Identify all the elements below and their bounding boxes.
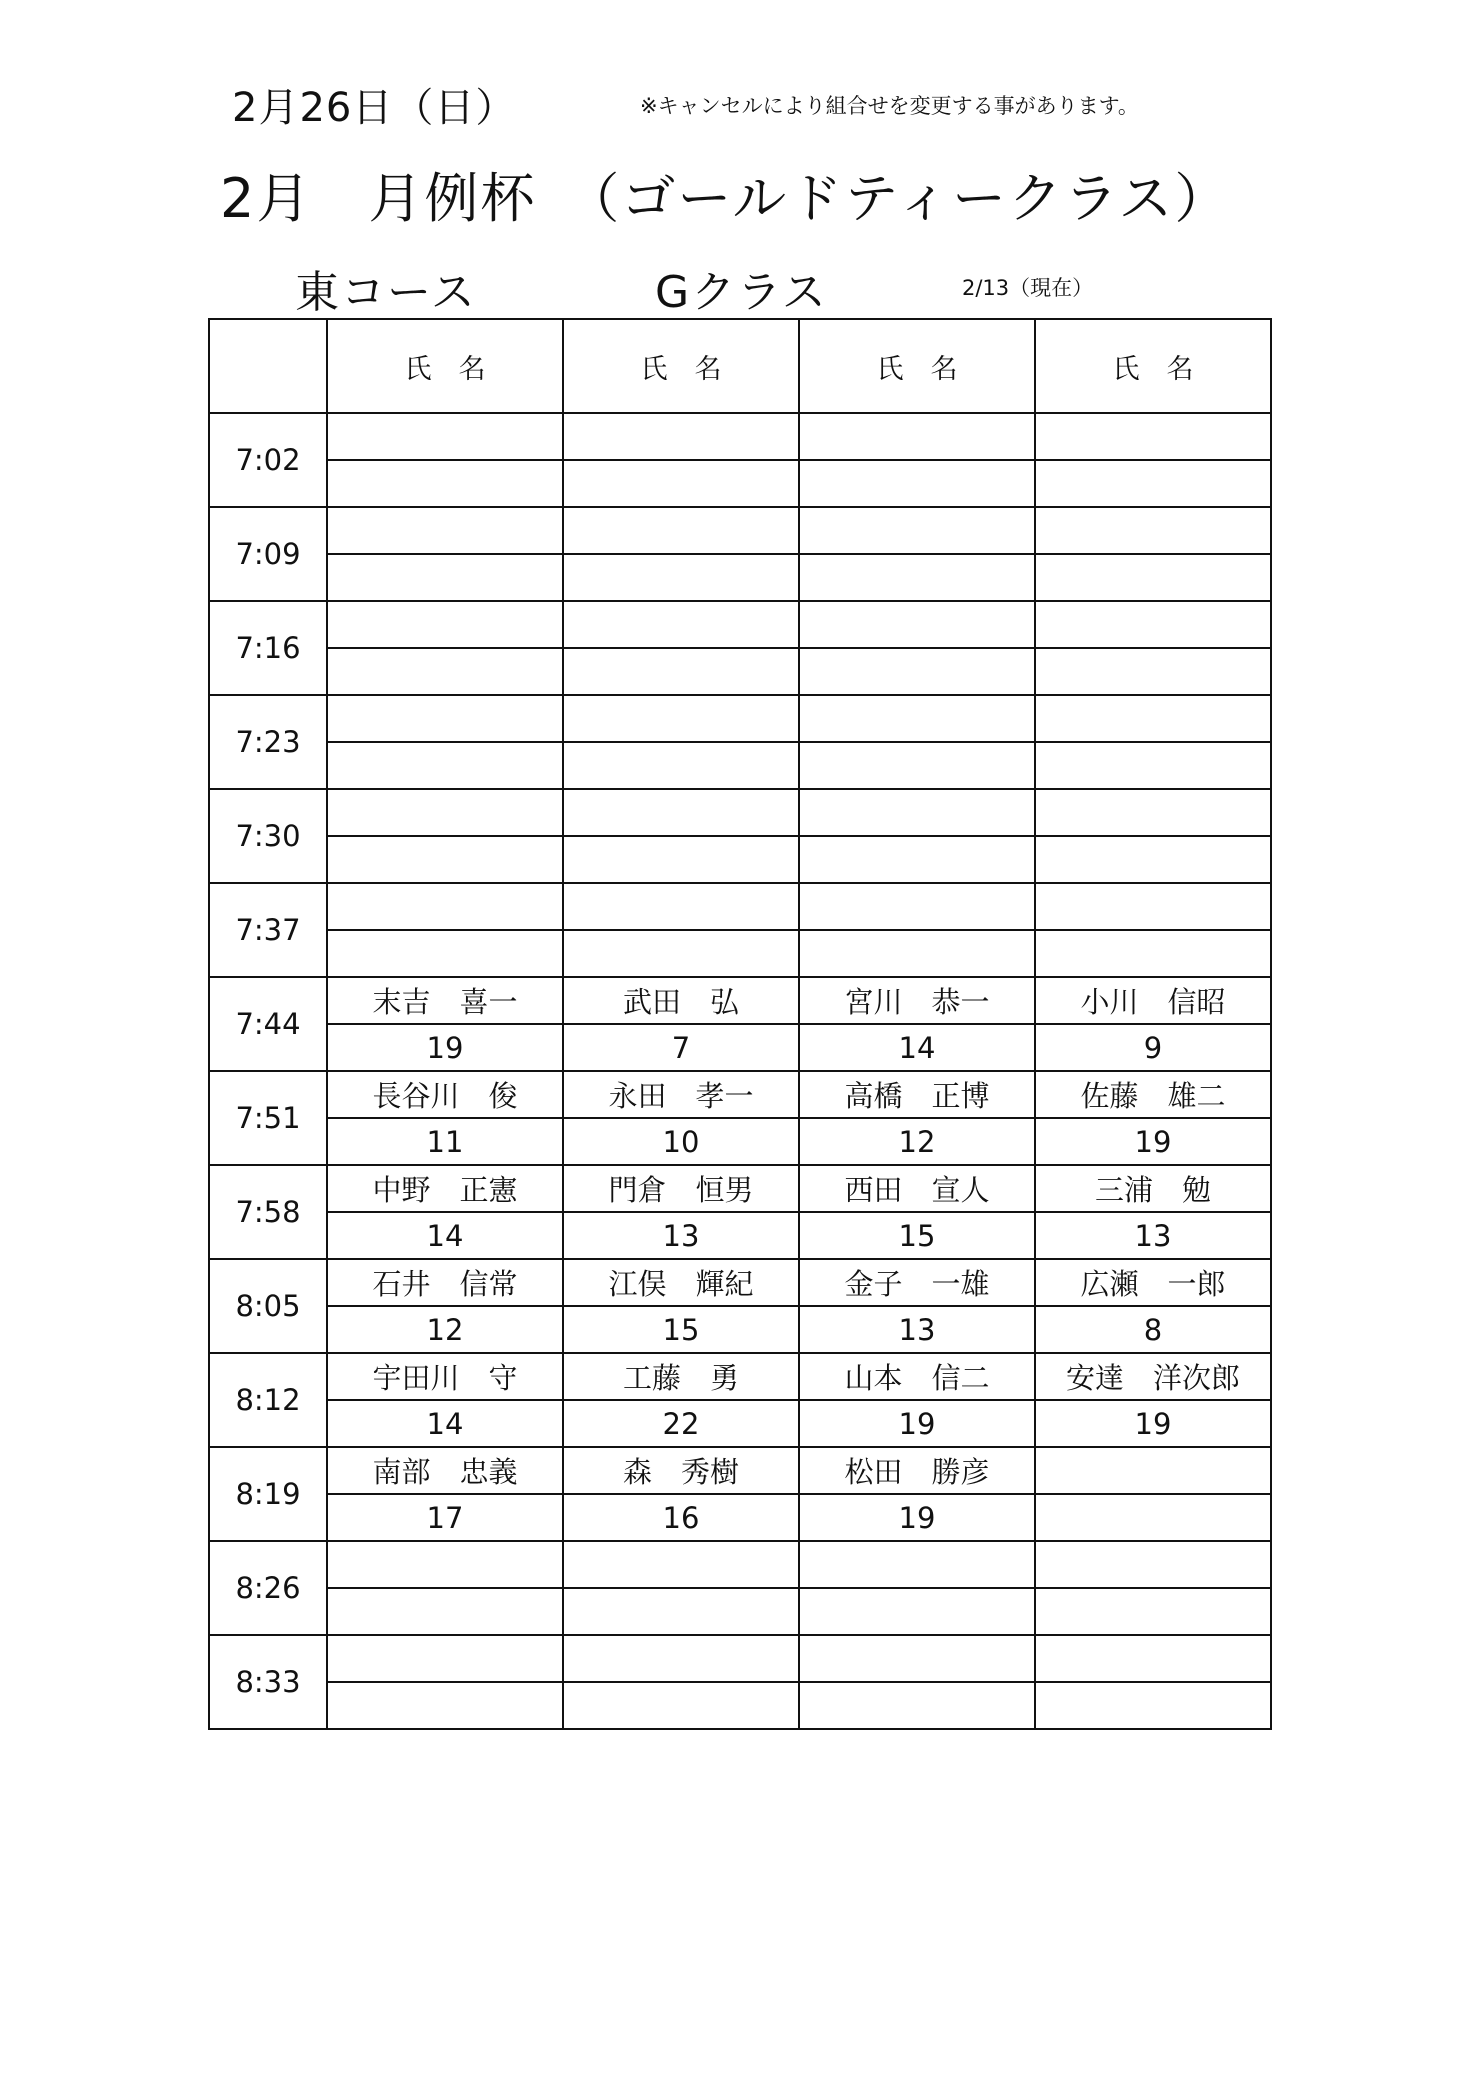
column-header-name: 氏 名 [327, 319, 563, 413]
player-name [1035, 695, 1271, 742]
tee-slot-handicap-row [209, 1400, 1271, 1447]
tee-slot-handicap-row [209, 742, 1271, 789]
player-name [1035, 883, 1271, 930]
tee-slot-name-row [209, 1259, 1271, 1306]
player-handicap: 12 [327, 1306, 563, 1353]
tee-slot-handicap-row [209, 1024, 1271, 1071]
player-name: 工藤 勇 [563, 1353, 799, 1400]
tee-slot-name-row [209, 1165, 1271, 1212]
cancellation-note: ※キャンセルにより組合せを変更する事があります。 [640, 94, 1139, 118]
player-handicap: 11 [327, 1118, 563, 1165]
player-name [1035, 413, 1271, 460]
tee-slot-handicap-row [209, 1212, 1271, 1259]
player-handicap: 22 [563, 1400, 799, 1447]
player-name [799, 789, 1035, 836]
player-handicap [563, 742, 799, 789]
player-handicap [563, 460, 799, 507]
player-handicap [563, 930, 799, 977]
player-name [563, 883, 799, 930]
tee-time: 7:02 [209, 413, 327, 507]
tee-time: 7:16 [209, 601, 327, 695]
player-handicap [327, 648, 563, 695]
player-handicap [327, 836, 563, 883]
player-name [327, 883, 563, 930]
player-handicap [327, 742, 563, 789]
player-name: 江俣 輝紀 [563, 1259, 799, 1306]
player-name [1035, 507, 1271, 554]
player-name [1035, 1447, 1271, 1494]
player-name [799, 1541, 1035, 1588]
player-handicap: 15 [563, 1306, 799, 1353]
player-name: 森 秀樹 [563, 1447, 799, 1494]
tee-time: 8:33 [209, 1635, 327, 1729]
player-name [327, 789, 563, 836]
player-name [1035, 601, 1271, 648]
player-name: 宮川 恭一 [799, 977, 1035, 1024]
page-title: 2月 月例杯 （ゴールドティークラス） [220, 167, 1231, 230]
player-name [799, 1635, 1035, 1682]
player-name [799, 507, 1035, 554]
player-handicap: 14 [327, 1212, 563, 1259]
player-name: 小川 信昭 [1035, 977, 1271, 1024]
tee-slot-handicap-row [209, 1494, 1271, 1541]
tee-time: 7:58 [209, 1165, 327, 1259]
tee-slot-handicap-row [209, 836, 1271, 883]
player-handicap [799, 554, 1035, 601]
player-name [563, 413, 799, 460]
player-name: 金子 一雄 [799, 1259, 1035, 1306]
player-name [563, 507, 799, 554]
tee-time: 8:05 [209, 1259, 327, 1353]
player-handicap [327, 460, 563, 507]
player-name: 永田 孝一 [563, 1071, 799, 1118]
player-name [563, 601, 799, 648]
player-name: 門倉 恒男 [563, 1165, 799, 1212]
player-handicap: 7 [563, 1024, 799, 1071]
player-name [563, 789, 799, 836]
player-handicap [563, 554, 799, 601]
player-handicap [563, 1588, 799, 1635]
player-name: 西田 宣人 [799, 1165, 1035, 1212]
player-handicap [327, 554, 563, 601]
player-handicap [799, 648, 1035, 695]
player-name [563, 1635, 799, 1682]
tee-slot-handicap-row [209, 1118, 1271, 1165]
player-name [327, 601, 563, 648]
tee-time: 8:12 [209, 1353, 327, 1447]
player-name: 三浦 勉 [1035, 1165, 1271, 1212]
player-handicap [327, 1588, 563, 1635]
player-handicap: 13 [799, 1306, 1035, 1353]
column-header-name: 氏 名 [1035, 319, 1271, 413]
player-handicap [1035, 1682, 1271, 1729]
tee-time: 7:37 [209, 883, 327, 977]
player-name: 長谷川 俊 [327, 1071, 563, 1118]
table-body [209, 413, 1271, 1729]
tee-slot-name-row [209, 695, 1271, 742]
player-name: 中野 正憲 [327, 1165, 563, 1212]
player-name [327, 413, 563, 460]
tee-slot-handicap-row [209, 930, 1271, 977]
player-handicap: 19 [327, 1024, 563, 1071]
player-handicap: 19 [799, 1400, 1035, 1447]
player-handicap: 19 [1035, 1118, 1271, 1165]
player-handicap [1035, 1494, 1271, 1541]
player-handicap [799, 1682, 1035, 1729]
tee-time: 7:51 [209, 1071, 327, 1165]
player-name [563, 1541, 799, 1588]
tee-slot-name-row [209, 1071, 1271, 1118]
as-of-date: 2/13（現在） [962, 276, 1094, 300]
corner-cell [209, 319, 327, 413]
tee-time: 8:19 [209, 1447, 327, 1541]
player-handicap: 17 [327, 1494, 563, 1541]
column-header-name: 氏 名 [563, 319, 799, 413]
player-handicap: 14 [799, 1024, 1035, 1071]
player-name: 佐藤 雄二 [1035, 1071, 1271, 1118]
player-handicap: 19 [1035, 1400, 1271, 1447]
tee-slot-handicap-row [209, 460, 1271, 507]
player-handicap [1035, 836, 1271, 883]
player-handicap [1035, 554, 1271, 601]
tee-slot-handicap-row [209, 1682, 1271, 1729]
course-name: 東コース [295, 267, 477, 318]
player-name: 宇田川 守 [327, 1353, 563, 1400]
tee-time: 7:30 [209, 789, 327, 883]
tee-slot-name-row [209, 977, 1271, 1024]
player-name: 山本 信二 [799, 1353, 1035, 1400]
player-handicap: 13 [563, 1212, 799, 1259]
player-name: 高橋 正博 [799, 1071, 1035, 1118]
player-name [799, 883, 1035, 930]
player-handicap: 9 [1035, 1024, 1271, 1071]
player-name: 末吉 喜一 [327, 977, 563, 1024]
player-name [799, 695, 1035, 742]
player-handicap [327, 930, 563, 977]
tee-slot-name-row [209, 413, 1271, 460]
player-name: 安達 洋次郎 [1035, 1353, 1271, 1400]
tee-time: 8:26 [209, 1541, 327, 1635]
player-name [327, 695, 563, 742]
player-handicap [1035, 742, 1271, 789]
event-date: 2月26日（日） [232, 85, 517, 131]
tee-slot-handicap-row [209, 554, 1271, 601]
player-handicap: 8 [1035, 1306, 1271, 1353]
tee-slot-handicap-row [209, 1588, 1271, 1635]
player-name [1035, 1635, 1271, 1682]
tee-slot-handicap-row [209, 648, 1271, 695]
tee-time: 7:23 [209, 695, 327, 789]
player-handicap [799, 742, 1035, 789]
player-name [1035, 789, 1271, 836]
player-name [563, 695, 799, 742]
player-name: 石井 信常 [327, 1259, 563, 1306]
tee-slot-name-row [209, 1541, 1271, 1588]
player-handicap: 10 [563, 1118, 799, 1165]
player-handicap [799, 930, 1035, 977]
tee-slot-name-row [209, 507, 1271, 554]
player-handicap: 16 [563, 1494, 799, 1541]
player-handicap [1035, 930, 1271, 977]
player-handicap [799, 836, 1035, 883]
player-handicap: 13 [1035, 1212, 1271, 1259]
column-header-name: 氏 名 [799, 319, 1035, 413]
tee-slot-name-row [209, 789, 1271, 836]
player-name [327, 507, 563, 554]
player-name: 武田 弘 [563, 977, 799, 1024]
class-name: Gクラス [655, 267, 828, 318]
player-handicap: 14 [327, 1400, 563, 1447]
player-handicap [327, 1682, 563, 1729]
tee-slot-name-row [209, 1635, 1271, 1682]
player-handicap [1035, 1588, 1271, 1635]
player-handicap [799, 1588, 1035, 1635]
player-name [799, 601, 1035, 648]
player-handicap [563, 648, 799, 695]
table-header-row [209, 319, 1271, 413]
player-handicap [563, 1682, 799, 1729]
player-handicap [1035, 648, 1271, 695]
tee-slot-name-row [209, 1353, 1271, 1400]
player-name [327, 1635, 563, 1682]
player-handicap: 19 [799, 1494, 1035, 1541]
player-name [799, 413, 1035, 460]
player-name [327, 1541, 563, 1588]
tee-slot-name-row [209, 883, 1271, 930]
tee-slot-handicap-row [209, 1306, 1271, 1353]
player-name [1035, 1541, 1271, 1588]
tee-time: 7:44 [209, 977, 327, 1071]
player-name: 広瀬 一郎 [1035, 1259, 1271, 1306]
tee-slot-name-row [209, 601, 1271, 648]
player-name: 南部 忠義 [327, 1447, 563, 1494]
tee-time: 7:09 [209, 507, 327, 601]
player-handicap [1035, 460, 1271, 507]
player-handicap [563, 836, 799, 883]
player-handicap [799, 460, 1035, 507]
tee-time-table [208, 318, 1272, 1730]
player-name: 松田 勝彦 [799, 1447, 1035, 1494]
player-handicap: 12 [799, 1118, 1035, 1165]
tee-slot-name-row [209, 1447, 1271, 1494]
player-handicap: 15 [799, 1212, 1035, 1259]
